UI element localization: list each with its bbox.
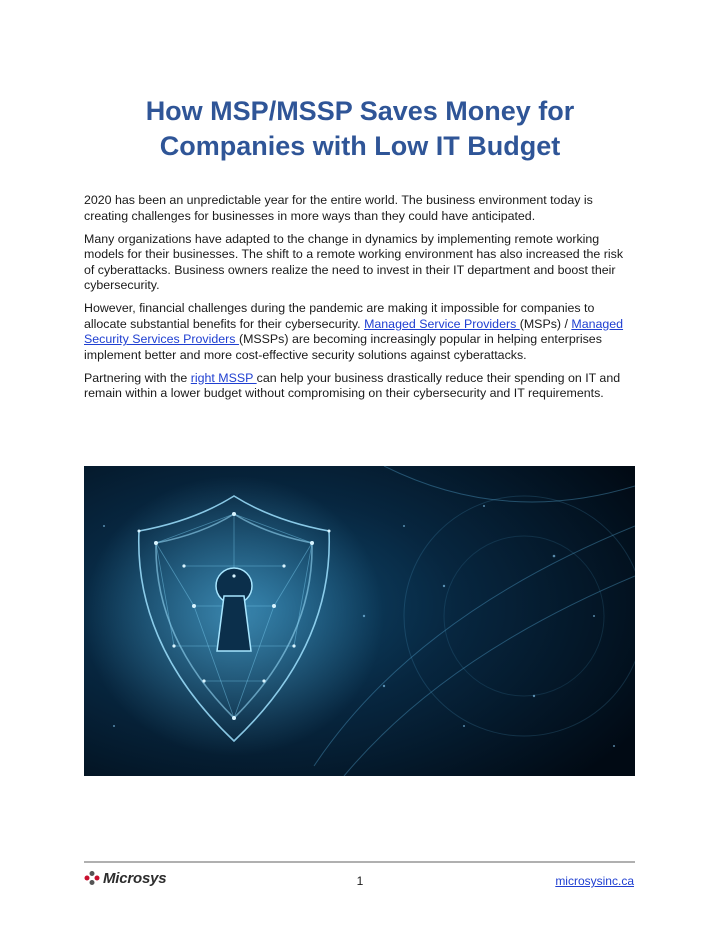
- paragraph-4-text-b: can help your business drastically reduce their spending on IT and remain within a lower budget without compromising on their cybersecurity and IT requirements.: [84, 370, 621, 400]
- title-line-2: Companies with Low IT Budget: [159, 131, 561, 161]
- article-body: [84, 193, 636, 409]
- cybersecurity-shield-image: [84, 466, 635, 776]
- microsys-logo-mark-icon: [84, 870, 100, 886]
- footer-divider: [84, 861, 635, 863]
- microsys-logo: [84, 869, 166, 887]
- paragraph-3-text-a: However, financial challenges during the pandemic are making it impossible for companies to allocate substantial benefits for their cybersecurity.: [84, 301, 595, 331]
- paragraph-1: 2020 has been an unpredictable year for the entire world. The business environment today is creating challenges for businesses in more ways than they could have anticipated.: [84, 193, 593, 223]
- paragraph-2: Many organizations have adapted to the change in dynamics by implementing remote working models for their businesses. The shift to a remote working environment has also increased the risk of cyberattacks. Business owners realize the need to invest in their IT department and boost their cybersecurity.: [84, 231, 624, 292]
- website-link[interactable]: microsysinc.ca: [555, 874, 634, 888]
- paragraph-3-text-c: (MSSPs) are becoming increasingly popular in helping enterprises implement better and more cost-effective security solutions against cyberattacks.: [84, 332, 602, 362]
- paragraph-3: [84, 301, 636, 363]
- page-number: 1: [356, 874, 364, 888]
- right-mssp-link[interactable]: right MSSP: [190, 370, 257, 385]
- logo-text: Microsys: [103, 869, 167, 887]
- paragraph-3-text-b: (MSPs) /: [519, 316, 572, 331]
- managed-service-providers-link[interactable]: Managed Service Providers: [364, 316, 520, 331]
- managed-security-services-providers-link[interactable]: Managed Security Services Providers: [84, 316, 624, 346]
- shield-illustration: [84, 466, 635, 776]
- paragraph-4: [84, 371, 636, 402]
- paragraph-4-text-a: Partnering with the: [84, 370, 191, 385]
- title-line-1: How MSP/MSSP Saves Money for: [145, 96, 575, 126]
- page-title: [84, 94, 636, 164]
